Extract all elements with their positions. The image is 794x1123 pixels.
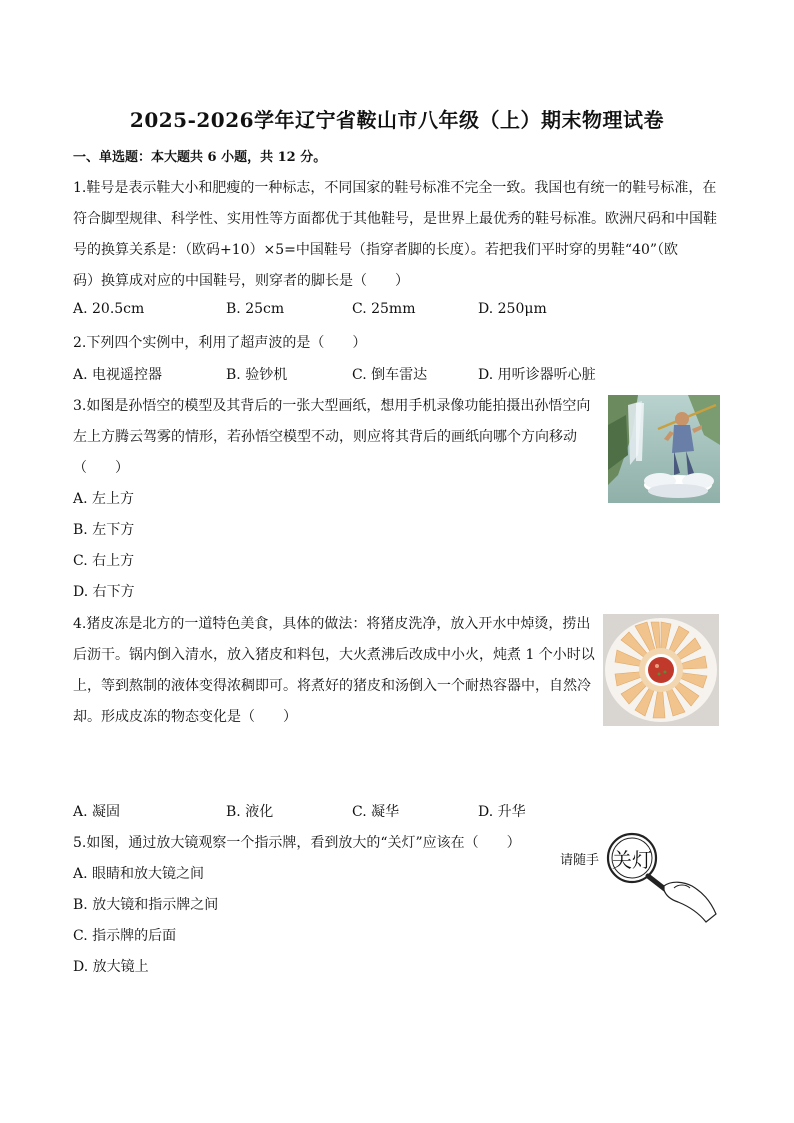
section-heading: 一、单选题：本大题共 6 小题，共 12 分。 — [73, 150, 327, 165]
question-4-line: 后沥干。锅内倒入清水，放入猪皮和料包，大火煮沸后改成中小火，炖煮 1 个小时以 — [73, 647, 595, 663]
option-a[interactable]: A. 凝固 — [73, 804, 121, 820]
magnifier-sign-image — [560, 830, 725, 925]
sign-text-magnified: 关灯 — [612, 848, 652, 872]
option-a[interactable]: A. 电视遥控器 — [73, 367, 163, 383]
option-d[interactable]: D. 右下方 — [73, 584, 135, 600]
question-3-line: 3.如图是孙悟空的模型及其背后的一张大型画纸，想用手机录像功能拍摄出孙悟空向 — [73, 398, 591, 414]
option-a[interactable]: A. 左上方 — [73, 491, 135, 507]
monkey-king-image — [608, 395, 720, 503]
question-3-line: （ ） — [73, 460, 129, 476]
question-1-line: 码）换算成对应的中国鞋号，则穿者的脚长是（ ） — [73, 273, 409, 289]
option-c[interactable]: C. 右上方 — [73, 553, 135, 569]
question-4-line: 上，等到熬制的液体变得浓稠即可。将煮好的猪皮和汤倒入一个耐热容器中，自然冷 — [73, 678, 591, 694]
option-d[interactable]: D. 升华 — [478, 804, 526, 820]
option-d[interactable]: D. 250μm — [478, 301, 547, 317]
option-c[interactable]: C. 倒车雷达 — [352, 367, 428, 383]
option-a[interactable]: A. 20.5cm — [73, 301, 145, 317]
question-3-line: 左上方腾云驾雾的情形，若孙悟空模型不动，则应将其背后的画纸向哪个方向移动 — [73, 429, 577, 445]
option-b[interactable]: B. 液化 — [226, 804, 274, 820]
question-1-line: 号的换算关系是：（欧码+10）×5=中国鞋号（指穿者脚的长度）。若把我们平时穿的男鞋“40”（欧 — [73, 242, 679, 258]
question-5-stem: 5.如图，通过放大镜观察一个指示牌，看到放大的“关灯”应该在（ ） — [73, 835, 521, 851]
option-a[interactable]: A. 眼睛和放大镜之间 — [73, 866, 205, 882]
option-c[interactable]: C. 25mm — [352, 301, 416, 317]
option-b[interactable]: B. 验钞机 — [226, 367, 288, 383]
option-c[interactable]: C. 凝华 — [352, 804, 400, 820]
option-d[interactable]: D. 放大镜上 — [73, 959, 149, 975]
question-4-line: 4.猪皮冻是北方的一道特色美食，具体的做法：将猪皮洗净，放入开水中焯烫，捞出 — [73, 616, 591, 632]
option-b[interactable]: B. 放大镜和指示牌之间 — [73, 897, 219, 913]
pork-jelly-image — [603, 614, 719, 726]
question-2-stem: 2.下列四个实例中，利用了超声波的是（ ） — [73, 335, 367, 351]
question-4-line: 却。形成皮冻的物态变化是（ ） — [73, 709, 297, 725]
option-c[interactable]: C. 指示牌的后面 — [73, 928, 177, 944]
question-1-line: 1.鞋号是表示鞋大小和肥瘦的一种标志，不同国家的鞋号标准不完全一致。我国也有统一的鞋号标准，在 — [73, 180, 717, 196]
page-title: 2025-2026学年辽宁省鞍山市八年级（上）期末物理试卷 — [129, 108, 665, 132]
sign-text-small: 请随手 — [560, 853, 600, 868]
option-b[interactable]: B. 左下方 — [73, 522, 135, 538]
option-d[interactable]: D. 用听诊器听心脏 — [478, 367, 596, 383]
question-1-line: 符合脚型规律、科学性、实用性等方面都优于其他鞋号，是世界上最优秀的鞋号标准。欧洲尺码和中国鞋 — [73, 211, 717, 227]
option-b[interactable]: B. 25cm — [226, 301, 285, 317]
